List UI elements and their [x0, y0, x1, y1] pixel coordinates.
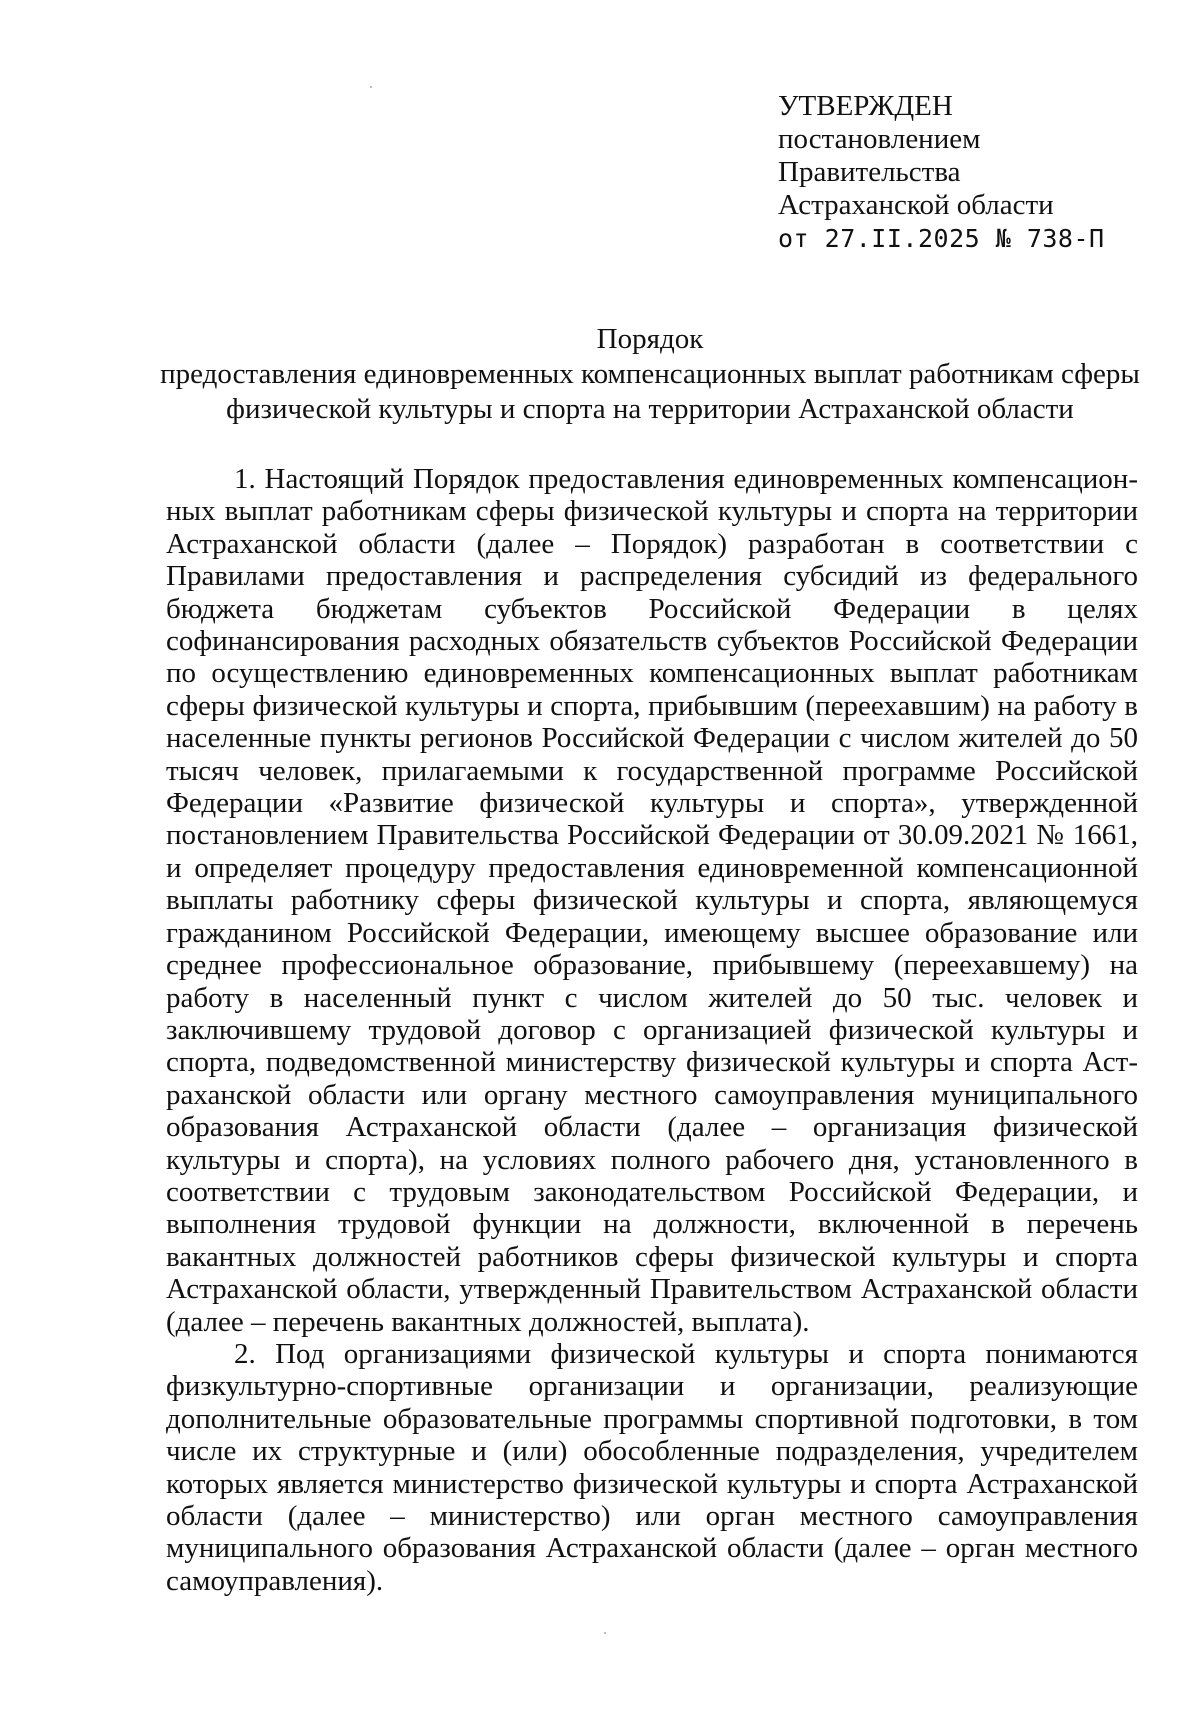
approval-by-decree: постановлением	[778, 123, 981, 155]
document-body	[166, 463, 1138, 1597]
paragraph-1: 1. Настоящий Порядок предоставления единовременных компенсационных выплат работникам сферы физической культуры и спорта на территории Астраханской области (далее – Порядок) разработан в соответствии с Правилами предоставления и распределения субсидий из федерального бюджета бюджетам субъектов Российской Федерации в целях софинансирования расходных обязательств субъектов Российской Федерации по осуществлению единовременных компенсационных выплат работникам сферы физической культуры и спорта, прибывшим (переехавшим) на работу в населенные пункты регионов Российской Федерации с числом жителей до 50 тысяч человек, прилагаемыми к государственной программе Российской Федерации «Развитие физической культуры и спорта», утвержденной постановлением Правительства Российской Федерации от 30.09.2021 № 1661, и определяет процедуру предоставления единовременной компенсационной выплаты работнику сферы физической культуры и спорта, являющемуся гражданином Российской Федерации, имеющему высшее образование или среднее профессиональное образование, прибывшему (переехавшему) на работу в населенный пункт с числом жителей до 50 тыс. человек и заключившему трудовой договор с организацией физической культуры и спорта, подведомственной министерству физической культуры и спорта Астраханской области или органу местного самоуправления муниципального образования Астраханской области (далее – организация физической культуры и спорта), на условиях полного рабочего дня, установленного в соответствии с трудовым законодательством Российской Федерации, и выполнения трудовой функции на должности, включенной в перечень вакантных должностей работников сферы физической культуры и спорта Астраханской области, утвержденный Правительством Астраханской области (далее – перечень вакантных должностей, выплата).	[166, 463, 1138, 1338]
title-subtitle-line1: предоставления единовременных компенсационных выплат работникам сферы	[160, 358, 1140, 390]
approval-government: Правительства	[778, 156, 961, 188]
scan-speck	[370, 86, 372, 88]
paragraph-2: 2. Под организациями физической культуры и спорта понимаются физкультурно-спортивные организации и организации, реализующие дополнительные образовательные программы спортивной подготовки, в том числе их структурные и (или) обособленные подразделения, учредителем которых является министерство физической культуры и спорта Астраханской области (далее – министерство) или орган местного самоуправления муниципального образования Астраханской области (далее – орган местного самоуправления).	[166, 1337, 1138, 1597]
document-title	[150, 322, 1150, 427]
approval-heading: УТВЕРЖДЕН	[778, 90, 953, 122]
approval-region: Астраханской области	[778, 189, 1054, 221]
approval-date-number: от 27.II.2025 № 738-П	[778, 224, 1105, 253]
title-subtitle-line2: физической культуры и спорта на территории Астраханской области	[226, 393, 1074, 425]
scan-speck	[604, 1632, 606, 1634]
title-heading: Порядок	[596, 323, 704, 355]
approval-stamp-block	[778, 90, 1158, 255]
